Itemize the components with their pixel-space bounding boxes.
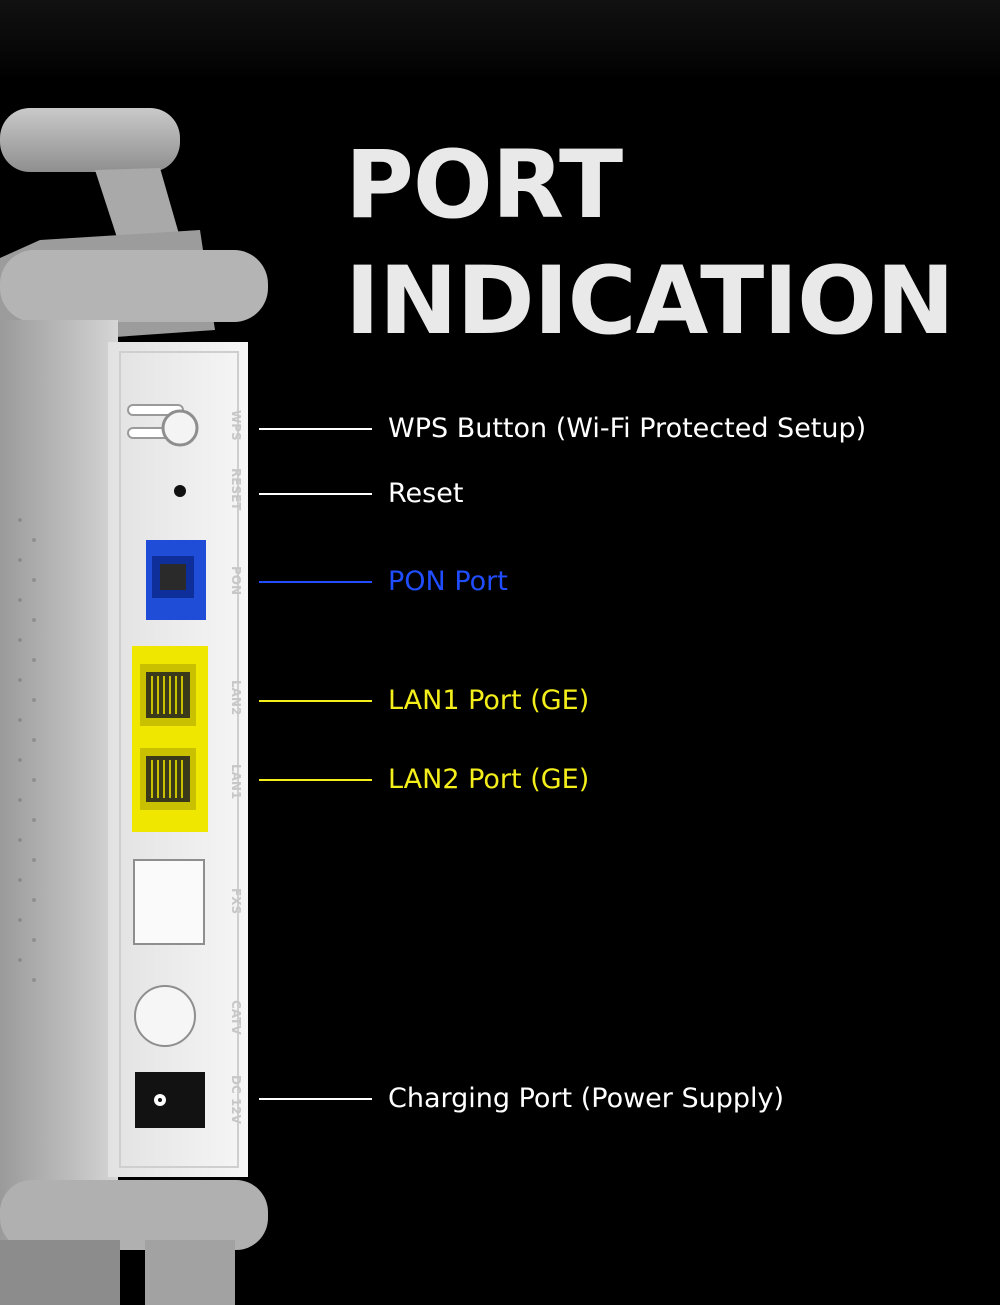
callout-power [259,1079,959,1119]
callout-pon [259,562,959,602]
callout-label: LAN2 Port (GE) [388,764,590,795]
title-line-2: INDICATION [345,247,954,356]
silkscreen-lan1: LAN1 [229,764,243,800]
callout-reset [259,474,959,514]
callout-line [259,428,372,430]
silkscreen-wps: WPS [229,410,243,441]
callout-label: PON Port [388,566,508,597]
router-body [0,320,118,1305]
callout-wps [259,409,959,449]
title-line-1: PORT [345,131,623,240]
callout-line [259,1098,372,1100]
lower-bar [0,1180,268,1250]
callout-lan2 [259,760,959,800]
page-title [345,128,954,360]
callout-label: LAN1 Port (GE) [388,685,590,716]
callout-label: Reset [388,478,464,509]
callout-line [259,493,372,495]
silkscreen-dc12v: DC 12V [229,1075,243,1124]
router-body-bottom [0,1240,120,1305]
callout-line [259,581,372,583]
dc-power-jack [135,1072,205,1128]
callout-line [259,700,372,702]
callout-lan1 [259,681,959,721]
fxs-port-cover [134,860,204,944]
callout-label: Charging Port (Power Supply) [388,1083,785,1114]
silkscreen-lan2: LAN2 [229,680,243,716]
silkscreen-reset: RESET [229,468,243,511]
callout-label: WPS Button (Wi-Fi Protected Setup) [388,413,867,444]
upper-antenna [0,108,180,172]
silkscreen-fxs: FXS [229,888,243,915]
catv-port [135,986,195,1046]
router-back-panel-illustration [0,0,300,1305]
silkscreen-pon: PON [229,566,243,596]
callout-line [259,779,372,781]
upper-bar [0,250,268,322]
silkscreen-catv: CATV [229,1000,243,1035]
reset-hole [174,485,186,497]
wps-button [163,411,197,445]
